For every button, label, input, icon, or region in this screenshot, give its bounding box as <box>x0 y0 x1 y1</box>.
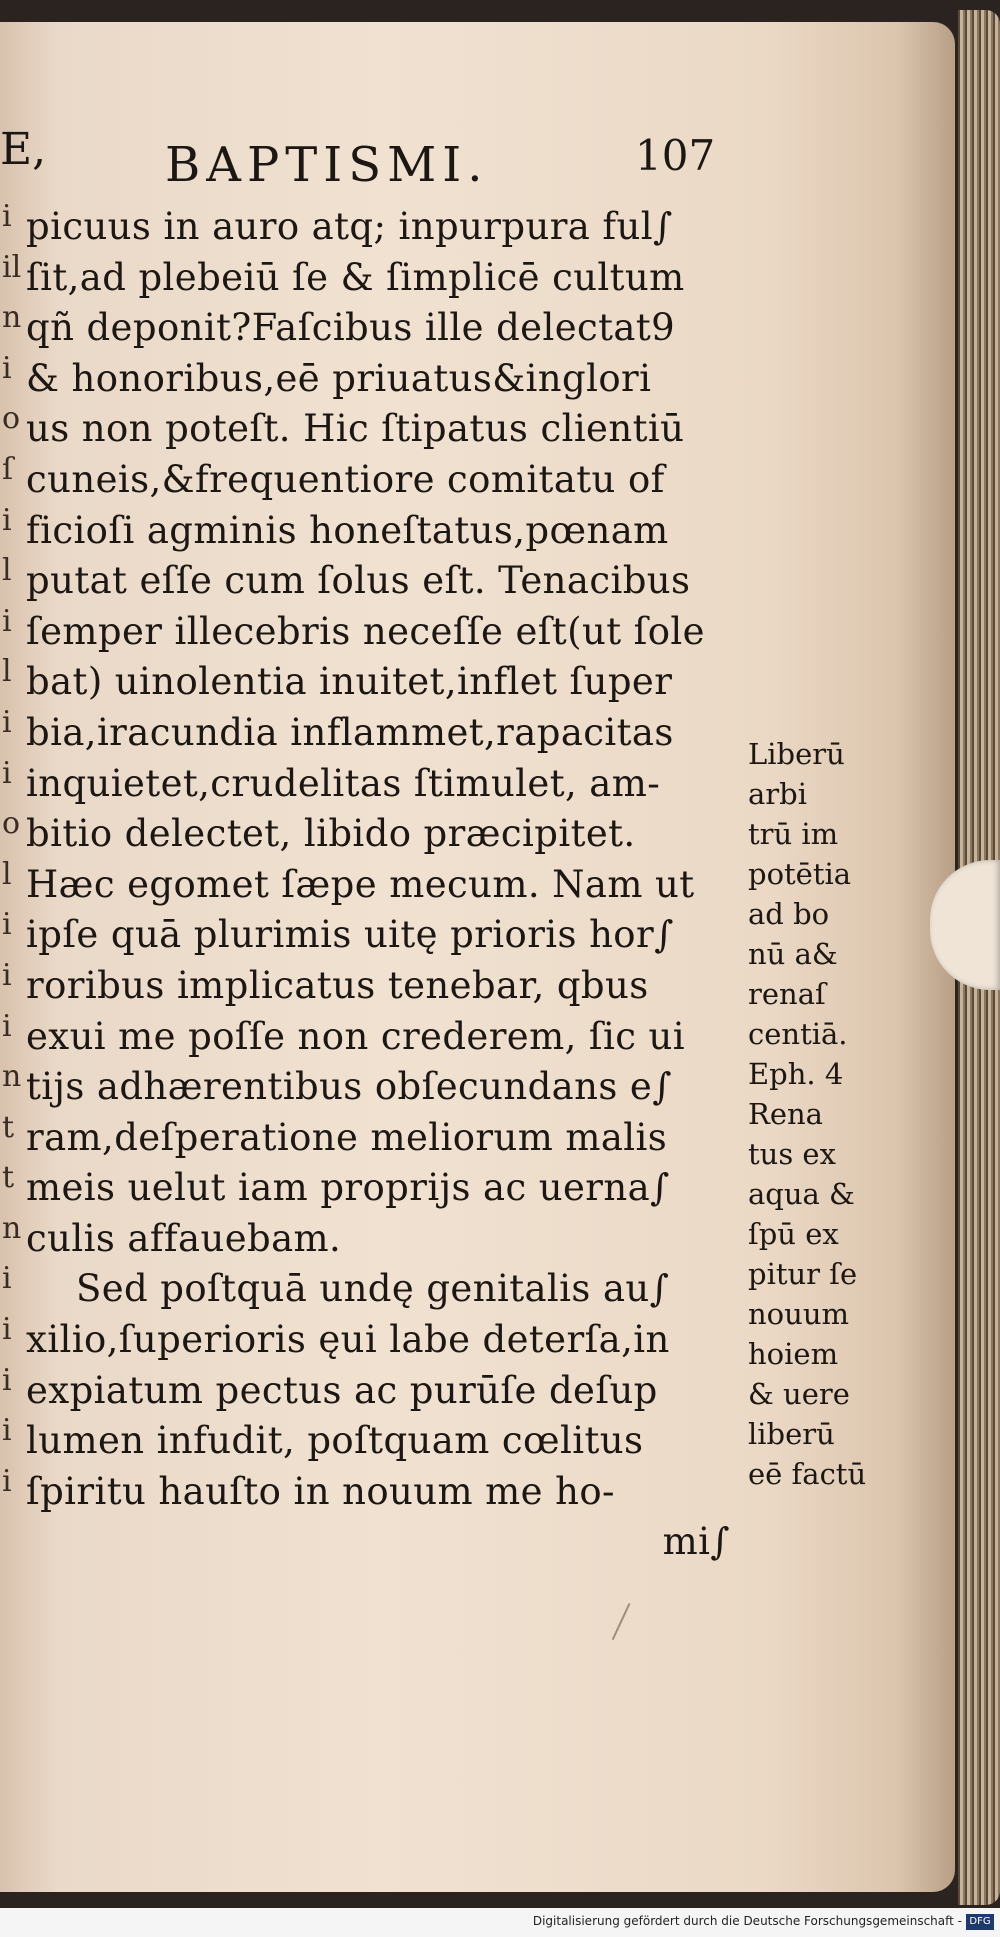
marginal-note-line: Eph. 4 <box>748 1057 844 1091</box>
gutter-mark: i <box>2 1312 12 1348</box>
marginal-note-line: renaſ <box>748 977 826 1011</box>
gutter-mark: il <box>2 249 22 285</box>
text-line: culis affauebam. <box>26 1216 342 1260</box>
marginal-note-line: ſpū ex <box>748 1217 839 1251</box>
gutter-mark: i <box>2 199 12 234</box>
page-header <box>0 131 760 197</box>
gutter-mark: i <box>2 1008 12 1044</box>
text-line: expiatum pectus ac purūſe deſup <box>26 1368 658 1412</box>
text-line: ſpiritu hauſto in nouum me ho- <box>26 1469 615 1513</box>
footer-credit: Digitalisierung gefördert durch die Deutsche Forschungsgemeinschaft - <box>532 1914 962 1928</box>
text-line: roribus implicatus tenebar, qbus <box>26 963 649 1007</box>
gutter-mark: ſ <box>2 451 14 487</box>
text-line: tijs adhærentibus obſecundans e∫ <box>26 1065 672 1109</box>
gutter-mark: o <box>2 806 21 842</box>
gutter-mark: l <box>2 553 12 589</box>
marginal-note-line: Rena <box>748 1097 823 1131</box>
text-line: xilio,ſuperioris ęui labe deterſa,in <box>26 1318 670 1362</box>
text-line: bat) uinolentia inuitet,inflet ſuper <box>26 660 673 704</box>
gutter-mark: t <box>2 1109 15 1145</box>
gutter-mark: i <box>2 1261 12 1297</box>
text-line: & honoribus,eē priuatus&inglori <box>26 356 652 400</box>
text-line: qñ deponit?Faſcibus ille delectat9 <box>26 306 676 350</box>
dfg-logo: DFG <box>966 1914 994 1930</box>
gutter-mark: i <box>2 704 12 740</box>
gutter-mark: i <box>2 1463 12 1499</box>
text-line: bitio delectet, libido præcipitet. <box>26 812 636 856</box>
marginal-note-line: hoiem <box>748 1337 839 1371</box>
gutter-mark: l <box>2 856 12 892</box>
marginal-note-line: eē factū <box>748 1457 867 1491</box>
marginal-note-line: trū im <box>748 817 839 851</box>
running-head: BAPTISMI. <box>165 137 489 193</box>
text-line: cuneis,&frequentiore comitatu of <box>26 457 665 501</box>
marginal-note-line: & uere <box>748 1377 850 1411</box>
text-line: putat eſſe cum ſolus eſt. Tenacibus <box>26 559 691 603</box>
marginal-note-line: liberū <box>748 1417 835 1451</box>
gutter-mark: i <box>2 1413 12 1449</box>
gutter-mark: i <box>2 907 12 943</box>
text-line: picuus in auro atq; inpurpura ful∫ <box>26 205 673 248</box>
text-line: ſit,ad plebeiū ſe & ſimplicē cultum <box>26 255 685 299</box>
gutter-mark: o <box>2 401 21 437</box>
text-line: lumen infudit, poſtquam cœlitus <box>26 1419 644 1463</box>
gutter-mark: i <box>2 502 12 538</box>
text-line: meis uelut iam proprijs ac uerna∫ <box>26 1166 670 1210</box>
previous-page-edge-text: E, <box>0 124 47 175</box>
marginal-note-line: ad bo <box>748 897 830 931</box>
text-line: ficioſi agminis honeſtatus,pœnam <box>26 508 669 552</box>
marginal-note <box>748 734 888 1494</box>
gutter-mark: i <box>2 350 12 386</box>
text-line: Sed poſtquā undę genitalis au∫ <box>76 1267 670 1311</box>
marginal-note-line: potētia <box>748 857 852 891</box>
main-text-block <box>26 202 738 1568</box>
gutter-mark: n <box>2 300 22 336</box>
text-line: ipſe quā plurimis uitę prioris hor∫ <box>26 913 674 957</box>
text-line: inquietet,crudelitas ſtimulet, am- <box>26 761 661 805</box>
marginal-note-line: Liberū <box>748 737 845 771</box>
gutter-bleed-through <box>2 192 24 1507</box>
paper-mark <box>612 1603 633 1641</box>
text-line: exui me poſſe non crederem, ſic ui <box>26 1014 685 1058</box>
marginal-note-line: nouum <box>748 1297 849 1331</box>
gutter-mark: i <box>2 603 12 639</box>
marginal-note-line: centiā. <box>748 1017 848 1051</box>
text-line: us non poteſt. Hic ſtipatus clientiū <box>26 407 685 451</box>
gutter-mark: n <box>2 1059 22 1095</box>
marginal-note-line: nū a& <box>748 937 838 971</box>
gutter-mark: n <box>2 1210 22 1246</box>
marginal-note-line: aqua & <box>748 1177 855 1211</box>
text-line: ram,deſperatione meliorum malis <box>26 1115 668 1159</box>
gutter-mark: i <box>2 957 12 993</box>
marginal-note-line: tus ex <box>748 1137 836 1171</box>
text-line: bia,iracundia inflammet,rapacitas <box>26 710 674 754</box>
page-sheet <box>0 22 955 1892</box>
marginal-note-line: pitur ſe <box>748 1257 858 1291</box>
marginal-note-line: arbi <box>748 777 807 811</box>
gutter-mark: t <box>2 1160 15 1196</box>
gutter-mark: i <box>2 755 12 791</box>
digitization-footer <box>0 1908 1000 1937</box>
gutter-mark: i <box>2 1362 12 1398</box>
page-number: 107 <box>635 131 716 180</box>
gutter-mark: l <box>2 654 12 690</box>
text-line: mi∫ <box>662 1520 730 1564</box>
text-line: Hæc egomet ſæpe mecum. Nam ut <box>26 862 695 906</box>
text-line: ſemper illecebris neceſſe eſt(ut ſole <box>26 609 705 653</box>
